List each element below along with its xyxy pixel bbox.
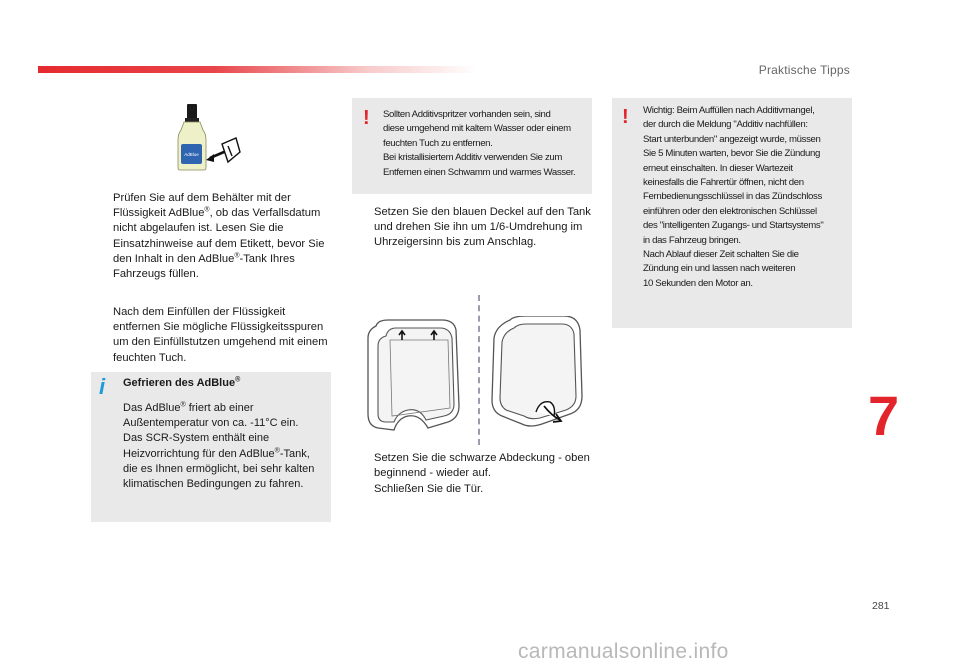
step-check-bottle	[91, 191, 331, 282]
illustration-divider	[478, 295, 480, 445]
info-box-body: Das AdBlue® friert ab einer Außentemperatur von ca. -11°C ein. Das SCR-System enthält eine Heizvorrichtung für den AdBlue®-Tank, die es Ihnen ermöglicht, bei sehr kalten klimatischen Bedingungen zu fahren.	[123, 401, 315, 491]
info-icon: i	[99, 374, 106, 399]
warning-spills-text: Sollten Additivspritzer vorhanden sein, sind diese umgehend mit kaltem Wasser oder einem feuchten Tuch zu entfernen. Bei kristallisiertem Additiv verwenden Sie zum Entfernen einen Schwamm und warmes Wasser.	[383, 109, 576, 178]
header-accent-bar	[38, 66, 478, 73]
warning-icon: !	[363, 107, 370, 129]
step-close-door	[352, 482, 592, 497]
info-box-title: Gefrieren des AdBlue®	[123, 376, 241, 389]
warning-box-spills	[352, 98, 592, 194]
watermark: carmanualsonline.info	[518, 640, 729, 663]
tank-cover-illustration-right	[490, 316, 586, 438]
warning-important-text: Wichtig: Beim Auffüllen nach Additivmangel, der durch die Meldung "Additiv nachfüllen: Start unterbunden" angezeigt wurde, müssen Sie 5 Minuten warten, bevor Sie die Zündung erneut einschalten. In dieser Wartezeit keinesfalls die Fahrertür öffnen, nicht den Fernbedienungsschlüssel in das Zündschloss einführen oder den elektronischen Schlüssel des "intelligenten Zugangs- und Startsystems" in das Fahrzeug bringen. Nach Ablauf dieser Zeit schalten Sie die Zündung ein und lassen nach weiteren 10 Sekunden den Motor an.	[643, 105, 824, 289]
page-number: 281	[872, 600, 890, 612]
adblue-bottle-illustration	[170, 100, 250, 172]
step-black-cover	[352, 451, 592, 481]
info-box-freezing	[91, 372, 331, 522]
section-title: Praktische Tipps	[758, 63, 850, 77]
step-door-text: Schließen Sie die Tür.	[374, 483, 484, 495]
tank-cover-illustration-left	[364, 318, 464, 440]
bottle-label: AdBlue	[184, 152, 199, 157]
step-cover-text: Setzen Sie die schwarze Abdeckung - oben beginnend - wieder auf.	[374, 452, 590, 480]
warning-box-important	[612, 98, 852, 328]
step-wipe-text: Nach dem Einfüllen der Flüssigkeit entfernen Sie mögliche Flüssigkeitsspuren um den Einfüllstutzen umgehend mit einem feuchten Tuch.	[113, 306, 328, 364]
step-check-bottle-text: Prüfen Sie auf dem Behälter mit der Flüssigkeit AdBlue®, ob das Verfallsdatum nicht abgelaufen ist. Lesen Sie die Einsatzhinweise auf dem Etikett, bevor Sie den Inhalt in den AdBlue®-Tank Ihres Fahrzeugs füllen.	[113, 192, 325, 281]
step-cap-text: Setzen Sie den blauen Deckel auf den Tank und drehen Sie ihn um 1/6-Umdrehung im Uhrzeigersinn bis zum Anschlag.	[374, 206, 591, 249]
step-blue-cap	[352, 205, 592, 251]
step-wipe-residue	[91, 305, 333, 366]
warning-icon: !	[622, 106, 629, 128]
chapter-number: 7	[868, 384, 900, 447]
